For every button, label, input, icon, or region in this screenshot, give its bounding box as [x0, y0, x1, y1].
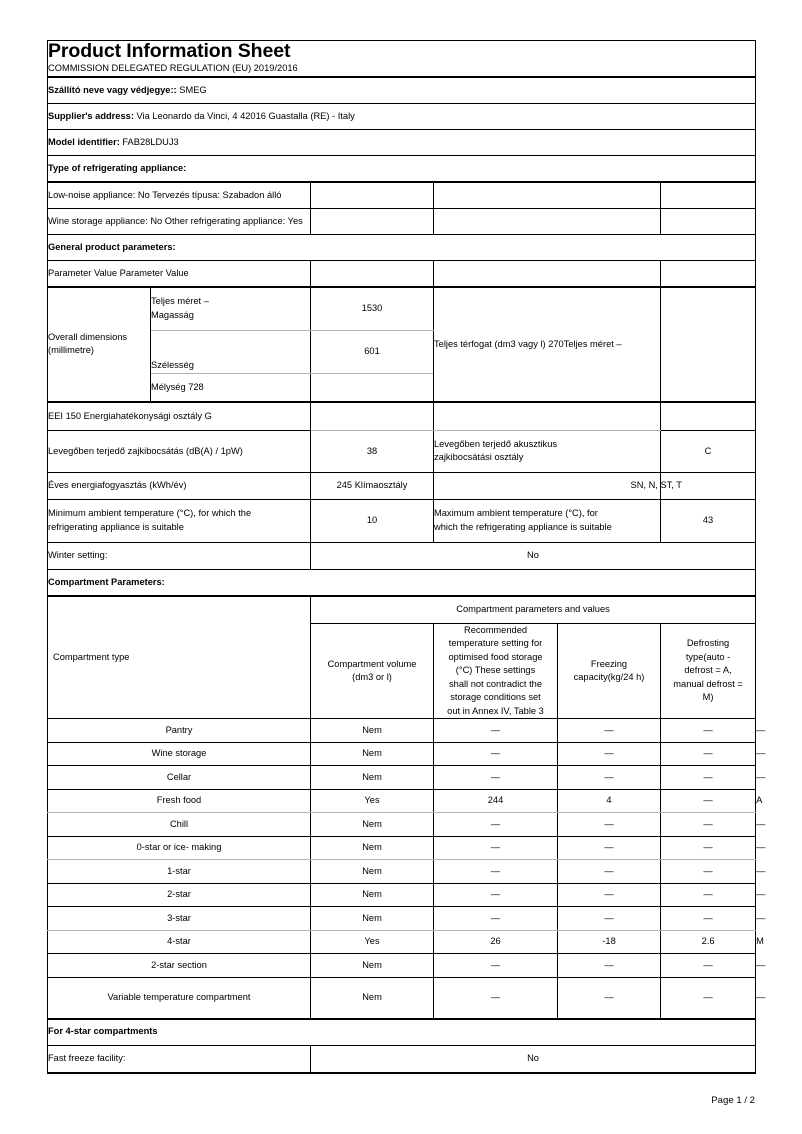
compartment-temperature-cell: —	[558, 954, 661, 978]
noise-class-label-line2: zajkibocsátási osztály	[434, 452, 524, 463]
compartment-type-cell: 3-star	[48, 907, 311, 931]
compartment-defrost-header	[661, 623, 756, 718]
height-label-line1: Teljes méret –	[151, 296, 209, 307]
temp-header-line1: Recommended	[463, 624, 528, 635]
winter-setting-value: No	[311, 542, 756, 569]
defrost-header-line1: Defrosting	[686, 638, 730, 649]
compartment-type-cell: Chill	[48, 813, 311, 837]
compartment-present-cell: Yes	[311, 789, 434, 813]
compartment-volume-cell: 26	[434, 930, 558, 954]
defrost-header-line4: manual defrost =	[673, 678, 743, 689]
compartment-freezing-cell: —	[661, 907, 756, 931]
compartment-present-cell: Yes	[311, 930, 434, 954]
product-information-sheet	[47, 40, 766, 1074]
compartment-type-cell: Fresh food	[48, 789, 311, 813]
compartment-temperature-cell: —	[558, 836, 661, 860]
performance-table	[47, 402, 756, 596]
compartment-type-cell: 2-star section	[48, 954, 311, 978]
table-row: Chill Nem — — — —	[48, 813, 756, 837]
compartment-volume-cell: —	[434, 954, 558, 978]
eei-row	[48, 402, 756, 430]
four-star-table	[47, 1019, 756, 1074]
dimensions-table	[47, 287, 756, 402]
compartment-freezing-cell: —	[661, 813, 756, 837]
low-noise-blank-3	[434, 182, 661, 209]
compartment-present-cell: Nem	[311, 860, 434, 884]
dimensions-label-line2: (millimetre)	[48, 345, 94, 356]
table-row: Cellar Nem — — — —	[48, 766, 756, 790]
low-noise-cell	[48, 182, 311, 209]
energy-value: 245 Klímaosztály	[336, 480, 408, 491]
compartment-freezing-cell: —	[661, 836, 756, 860]
height-label-line2: Magasság	[151, 309, 194, 320]
model-row	[48, 129, 756, 155]
compartment-freezing-cell: —	[661, 719, 756, 743]
wine-storage-row	[48, 208, 756, 234]
model-label: Model identifier:	[48, 136, 120, 147]
compartment-present-cell: Nem	[311, 883, 434, 907]
four-star-section-row	[48, 1019, 756, 1045]
energy-row	[48, 472, 756, 499]
compartment-volume-cell: —	[434, 977, 558, 1018]
low-noise-row	[48, 182, 756, 209]
compartment-type-cell: 1-star	[48, 860, 311, 884]
max-temp-label-line1: Maximum ambient temperature (°C), for	[434, 508, 598, 519]
width-label-cell: Szélesség	[151, 330, 311, 373]
depth-label-cell: Mélység 728	[151, 373, 311, 401]
compartment-temperature-cell: —	[558, 742, 661, 766]
page-title: Product Information Sheet	[48, 40, 291, 62]
ambient-temperature-row	[48, 499, 756, 542]
compartment-freezing-cell: —	[661, 789, 756, 813]
parameter-header-cell: Parameter Value Parameter Value	[48, 260, 311, 286]
supplier-address-cell	[48, 103, 756, 129]
supplier-address-label: Supplier's address:	[48, 110, 134, 121]
height-value: 1530	[311, 287, 434, 330]
width-value: 601	[311, 330, 434, 373]
compartment-volume-cell: —	[434, 813, 558, 837]
noise-class-label-cell	[434, 430, 661, 472]
compartment-present-cell: Nem	[311, 954, 434, 978]
identification-table	[47, 40, 756, 287]
table-row: 3-star Nem — — — —	[48, 907, 756, 931]
compartment-volume-header	[311, 623, 434, 718]
compartment-temperature-cell: —	[558, 977, 661, 1018]
temp-header-line6: storage conditions set	[450, 692, 541, 703]
temp-header-line2: temperature setting for	[448, 638, 543, 649]
compartment-rows-body	[48, 719, 766, 1019]
wine-storage-blank-3	[434, 208, 661, 234]
depth-value-blank	[311, 373, 434, 401]
noise-label: Levegőben terjedő zajkibocsátás (dB(A) / 1pW)	[48, 430, 311, 472]
supplier-name-value: SMEG	[179, 84, 207, 95]
compartment-present-cell: Nem	[311, 836, 434, 860]
table-row: Fresh food Yes 244 4 — A	[48, 789, 756, 813]
compartment-temperature-cell: —	[558, 883, 661, 907]
compartment-freezing-cell: —	[661, 883, 756, 907]
temp-header-line7: out in Annex IV, Table 3	[447, 705, 544, 716]
compartment-temperature-cell: —	[558, 766, 661, 790]
min-temp-label-cell	[48, 499, 311, 542]
wine-storage-blank-4	[661, 208, 756, 234]
general-section-row	[48, 234, 756, 260]
compartment-section-row	[48, 569, 756, 595]
compartment-type-cell: 4-star	[48, 930, 311, 954]
compartment-freezing-cell: —	[661, 860, 756, 884]
compartment-freezing-cell: —	[661, 954, 756, 978]
defrost-header-line2: type(auto -	[685, 651, 731, 662]
min-temp-label-line1: Minimum ambient temperature (°C), for which the	[48, 508, 252, 519]
noise-row	[48, 430, 756, 472]
low-noise-blank-4	[661, 182, 756, 209]
eei-blank-2	[311, 402, 434, 430]
compartment-type-cell: Variable temperature compartment	[48, 977, 311, 1018]
title-row	[48, 41, 756, 63]
wine-storage-text: Wine storage appliance: No Other refrigerating appliance: Yes	[48, 215, 303, 226]
compartment-type-cell: Cellar	[48, 766, 311, 790]
compartment-type-cell: 0-star or ice- making	[48, 836, 311, 860]
max-temp-label-cell	[434, 499, 661, 542]
compartment-temperature-cell: —	[558, 860, 661, 884]
supplier-name-cell	[48, 77, 756, 104]
fast-freeze-value: No	[311, 1045, 756, 1073]
defrost-header-line5: M)	[702, 692, 714, 703]
defrost-header-line3: defrost = A,	[684, 665, 732, 676]
table-row: 4-star Yes 26 -18 2.6 M	[48, 930, 756, 954]
min-temp-label-line2: refrigerating appliance is suitable	[48, 521, 184, 532]
compartment-table	[47, 596, 766, 1019]
model-cell	[48, 129, 756, 155]
noise-class-value: C	[661, 430, 756, 472]
compartment-temperature-cell: 4	[558, 789, 661, 813]
compartment-type-cell: Wine storage	[48, 742, 311, 766]
appliance-type-section-row	[48, 155, 756, 182]
compartment-volume-cell: —	[434, 742, 558, 766]
parameter-header-blank-4	[661, 260, 756, 286]
compartment-freezing-header	[558, 623, 661, 718]
volume-header-line2: (dm3 or l)	[352, 672, 392, 683]
energy-label: Éves energiafogyasztás (kWh/év)	[48, 472, 311, 499]
appliance-type-section-label: Type of refrigerating appliance:	[48, 155, 756, 182]
compartment-volume-cell: —	[434, 883, 558, 907]
freezing-header-line2: capacity(kg/24 h)	[573, 672, 645, 683]
dimensions-blank-cell	[661, 287, 756, 401]
regulation-row	[48, 62, 756, 76]
supplier-name-label: Szállító neve vagy védjegye::	[48, 84, 177, 95]
temp-header-line5: shall not contradict the	[449, 678, 543, 689]
table-row: Wine storage Nem — — — —	[48, 742, 756, 766]
parameter-header-blank-2	[311, 260, 434, 286]
freezing-header-line1: Freezing	[590, 658, 628, 669]
max-temp-value: 43	[661, 499, 756, 542]
dimensions-height-row	[48, 287, 756, 330]
compartment-volume-cell: 244	[434, 789, 558, 813]
fast-freeze-label: Fast freeze facility:	[48, 1045, 311, 1073]
dimensions-label-line1: Overall dimensions	[48, 331, 128, 342]
compartment-volume-cell: —	[434, 719, 558, 743]
compartment-type-cell: 2-star	[48, 883, 311, 907]
climate-class-value: SN, N, ST, T	[630, 480, 682, 491]
eei-cell	[48, 402, 311, 430]
wine-storage-cell	[48, 208, 311, 234]
compartment-span-header: Compartment parameters and values	[311, 596, 756, 623]
temp-header-line3: optimised food storage	[448, 651, 543, 662]
eei-text: EEI 150 Energiahatékonysági osztály G	[48, 410, 212, 421]
compartment-temperature-cell: —	[558, 907, 661, 931]
low-noise-text: Low-noise appliance: No Tervezés típusa: Szabadon álló	[48, 189, 282, 200]
compartment-present-cell: Nem	[311, 813, 434, 837]
noise-value: 38	[311, 430, 434, 472]
total-volume-cell: Teljes térfogat (dm3 vagy l) 270Teljes méret –	[434, 287, 661, 401]
compartment-present-cell: Nem	[311, 766, 434, 790]
page-footer: Page 1 / 2	[711, 1095, 755, 1106]
compartment-temperature-cell: -18	[558, 930, 661, 954]
height-label-cell	[151, 287, 311, 330]
eei-blank-3	[434, 402, 661, 430]
supplier-address-row	[48, 103, 756, 129]
supplier-name-row	[48, 77, 756, 104]
compartment-temperature-header	[434, 623, 558, 718]
winter-setting-row	[48, 542, 756, 569]
fast-freeze-row	[48, 1045, 756, 1073]
compartment-span-header-row	[48, 596, 756, 623]
model-value: FAB28LDUJ3	[122, 136, 179, 147]
table-row: 1-star Nem — — — —	[48, 860, 756, 884]
compartment-type-header: Compartment type	[48, 596, 311, 718]
compartment-volume-cell: —	[434, 860, 558, 884]
compartment-freezing-cell: —	[661, 977, 756, 1018]
compartment-volume-cell: —	[434, 907, 558, 931]
four-star-section-label: For 4-star compartments	[48, 1019, 756, 1045]
compartment-temperature-cell: —	[558, 719, 661, 743]
compartment-volume-cell: —	[434, 766, 558, 790]
compartment-present-cell: Nem	[311, 719, 434, 743]
temp-header-line4: (°C) These settings	[455, 665, 536, 676]
climate-class-cell	[434, 472, 682, 499]
parameter-header-blank-3	[434, 260, 661, 286]
table-row: 2-star Nem — — — —	[48, 883, 756, 907]
compartment-volume-cell: —	[434, 836, 558, 860]
compartment-present-cell: Nem	[311, 907, 434, 931]
supplier-address-value: Via Leonardo da Vinci, 4 42016 Guastalla (RE) - Italy	[136, 110, 355, 121]
general-section-label: General product parameters:	[48, 234, 756, 260]
compartment-freezing-cell: 2.6	[661, 930, 756, 954]
compartment-freezing-cell: —	[661, 742, 756, 766]
compartment-type-cell: Pantry	[48, 719, 311, 743]
compartment-temperature-cell: —	[558, 813, 661, 837]
compartment-present-cell: Nem	[311, 977, 434, 1018]
table-row: 0-star or ice- making Nem — — — —	[48, 836, 756, 860]
low-noise-blank-2	[311, 182, 434, 209]
winter-setting-label: Winter setting:	[48, 542, 311, 569]
noise-class-label-line1: Levegőben terjedő akusztikus	[434, 438, 558, 449]
compartment-section-label: Compartment Parameters:	[48, 569, 756, 595]
parameter-header-row	[48, 260, 756, 286]
table-row: Variable temperature compartment Nem — — — —	[48, 977, 756, 1018]
title-cell	[48, 41, 756, 63]
wine-storage-blank-2	[311, 208, 434, 234]
compartment-present-cell: Nem	[311, 742, 434, 766]
volume-header-line1: Compartment volume	[327, 658, 417, 669]
energy-value-cell	[311, 472, 434, 499]
table-row: 2-star section Nem — — — —	[48, 954, 756, 978]
regulation-text: COMMISSION DELEGATED REGULATION (EU) 2019/2016	[48, 62, 756, 76]
min-temp-value: 10	[311, 499, 434, 542]
eei-blank-4	[661, 402, 756, 430]
dimensions-label-cell	[48, 287, 151, 401]
max-temp-label-line2: which the refrigerating appliance is suitable	[434, 521, 612, 532]
compartment-freezing-cell: —	[661, 766, 756, 790]
table-row: Pantry Nem — — — —	[48, 719, 756, 743]
